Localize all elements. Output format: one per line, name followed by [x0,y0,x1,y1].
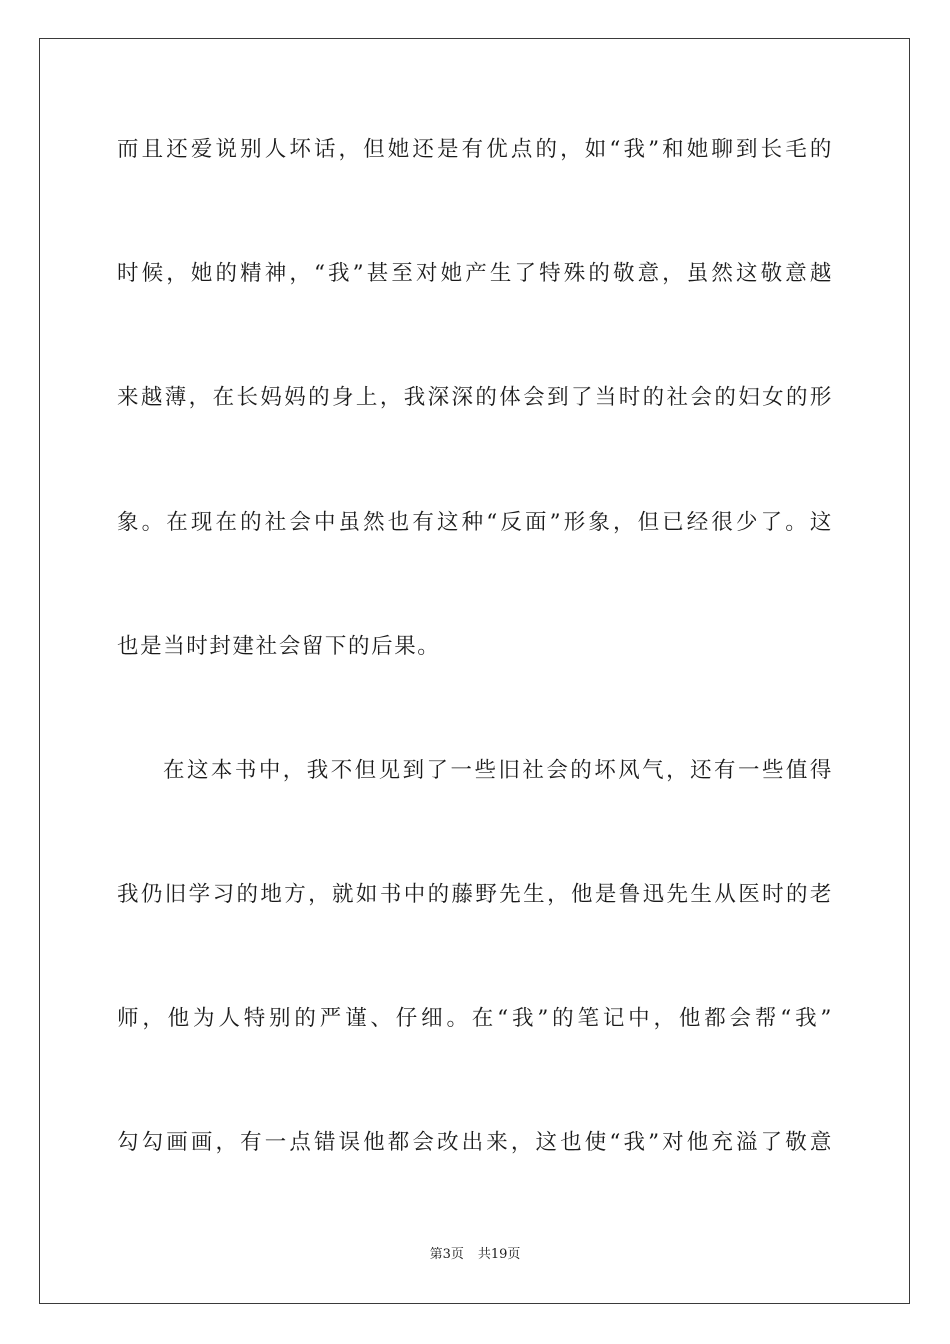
paragraph-line: 象。在现在的社会中虽然也有这种“反面”形象，但已经很少了。这 [117,510,833,535]
paragraph-line: 勾勾画画，有一点错误他都会改出来，这也使“我”对他充溢了敬意 [117,1130,833,1155]
paragraph-line: 师，他为人特别的严谨、仔细。在“我”的笔记中，他都会帮“我” [117,1006,833,1031]
paragraph-line-indented: 在这本书中，我不但见到了一些旧社会的坏风气，还有一些值得 [163,758,833,783]
paragraph-line: 时候，她的精神，“我”甚至对她产生了特殊的敬意，虽然这敬意越 [117,261,833,286]
page-frame [39,38,910,1304]
paragraph-line: 也是当时封建社会留下的后果。 [117,634,441,659]
page-footer [0,1246,950,1264]
paragraph-line: 来越薄，在长妈妈的身上，我深深的体会到了当时的社会的妇女的形 [117,385,833,410]
page-number: 第3页 [429,1247,464,1262]
page-total: 共19页 [477,1247,521,1262]
paragraph-line: 我仍旧学习的地方，就如书中的藤野先生，他是鲁迅先生从医时的老 [117,882,833,907]
paragraph-line: 而且还爱说别人坏话，但她还是有优点的，如“我”和她聊到长毛的 [117,137,833,162]
